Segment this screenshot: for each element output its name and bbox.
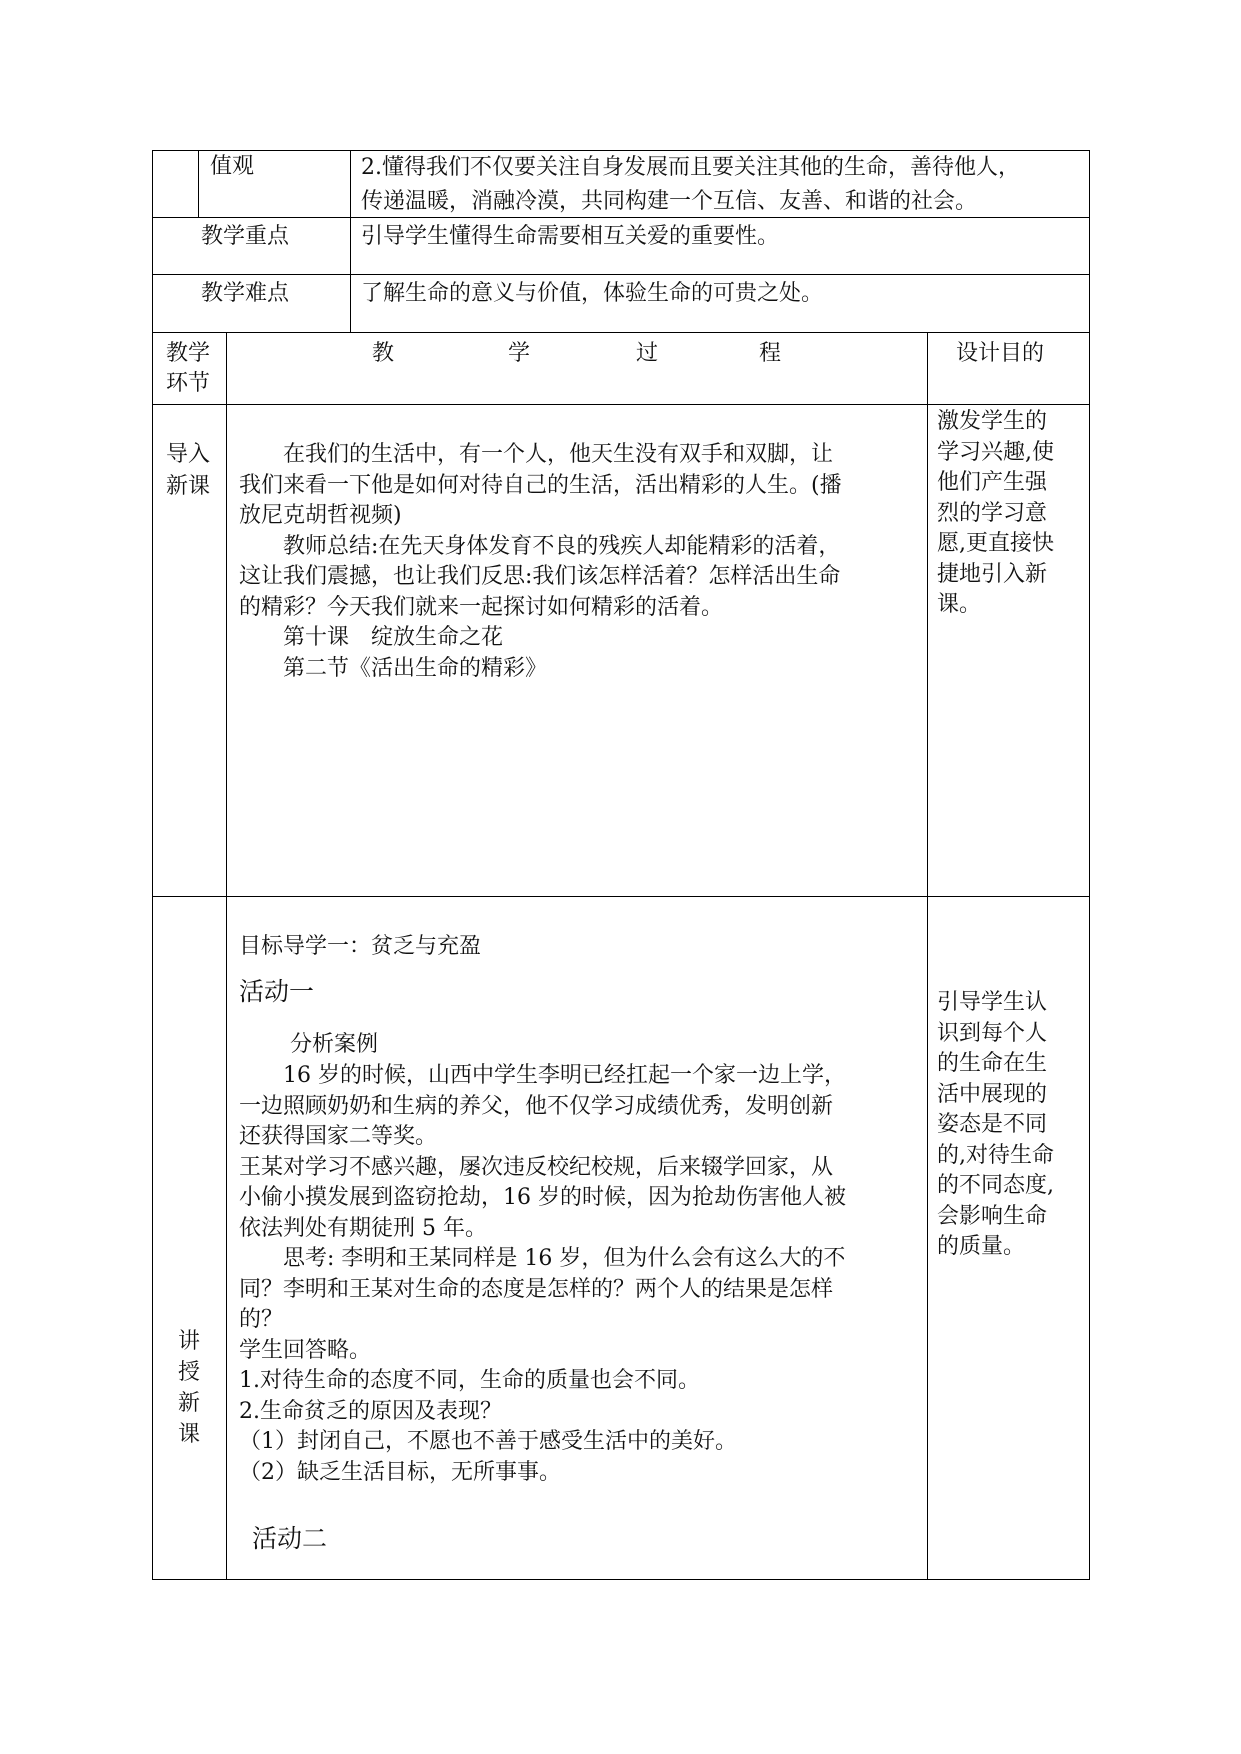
intro-line: 这让我们震撼，也让我们反思:我们该怎样活着？怎样活出生命 [239, 564, 841, 589]
values-label: 值观 [210, 154, 255, 179]
header-process-char: 教 [372, 341, 395, 366]
difficulty-label: 教学难点 [201, 281, 290, 306]
intro-purpose-line: 激发学生的 [937, 409, 1048, 434]
table-border-right [1089, 150, 1090, 1580]
header-section-line-1: 教学 [166, 341, 211, 366]
col-divider-section [226, 332, 227, 1580]
lecture-line: （2）缺乏生活目标，无所事事。 [239, 1459, 561, 1485]
lecture-purpose-line: 活中展现的 [937, 1081, 1048, 1107]
intro-line: 在我们的生活中，有一个人，他天生没有双手和双脚，让 [239, 442, 834, 467]
intro-purpose-line: 愿,更直接快 [937, 531, 1054, 556]
lecture-line: 2.生命贫乏的原因及表现？ [239, 1398, 502, 1424]
intro-line: 放尼克胡哲视频) [239, 503, 402, 528]
header-process-char: 过 [636, 341, 659, 366]
header-section-line-2: 环节 [166, 371, 211, 396]
table-border-top [152, 150, 1089, 151]
case-title: 分析案例 [290, 1032, 379, 1057]
intro-purpose [937, 407, 1054, 621]
lecture-line: 还获得国家二等奖。 [239, 1124, 438, 1149]
intro-line: 教师总结:在先天身体发育不良的残疾人却能精彩的活着， [239, 533, 841, 559]
lecture-purpose-line: 识到每个人 [937, 1020, 1048, 1046]
lecture-line: 学生回答略。 [239, 1337, 372, 1363]
col-divider-purpose [927, 332, 928, 1580]
lecture-line: 依法判处有期徒刑 5 年。 [239, 1215, 487, 1241]
lecture-line: 的？ [239, 1307, 284, 1332]
lecture-purpose-line: 的生命在生 [937, 1051, 1048, 1076]
lecture-purpose [937, 988, 1054, 1263]
lecture-purpose-line: 姿态是不同 [937, 1112, 1048, 1137]
intro-line: 第二节《活出生命的精彩》 [239, 655, 548, 681]
intro-line: 第十课 绽放生命之花 [239, 625, 504, 650]
intro-purpose-line: 烈的学习意 [937, 500, 1048, 526]
intro-purpose-line: 他们产生强 [937, 470, 1048, 495]
lecture-line: 小偷小摸发展到盗窃抢劫，16 岁的时候，因为抢劫伤害他人被 [239, 1185, 846, 1210]
lecture-line: 一边照顾奶奶和生病的养父，他不仅学习成绩优秀，发明创新 [239, 1093, 834, 1119]
key-point-content: 引导学生懂得生命需要相互关爱的重要性。 [361, 224, 780, 249]
intro-line: 的精彩？今天我们就来一起探讨如何精彩的活着。 [239, 594, 724, 620]
table-border-left [152, 150, 153, 1580]
lecture-section-char: 授 [177, 1360, 200, 1385]
lecture-line: 思考: 李明和王某同样是 16 岁，但为什么会有这么大的不 [239, 1246, 846, 1271]
col-divider-label [350, 150, 351, 332]
intro-section-line-2: 新课 [166, 474, 211, 499]
intro-paragraph [239, 440, 842, 684]
lecture-line: 1.对待生命的态度不同，生命的质量也会不同。 [239, 1368, 700, 1393]
lecture-line: （1）封闭自己，不愿也不善于感受生活中的美好。 [239, 1429, 737, 1454]
lecture-purpose-line: 的质量。 [937, 1234, 1026, 1259]
lecture-section-char: 新 [177, 1391, 200, 1416]
lecture-section-char: 讲 [177, 1329, 200, 1354]
intro-section-line-1: 导入 [166, 442, 211, 467]
header-process-char: 学 [508, 341, 531, 366]
key-point-label: 教学重点 [201, 224, 290, 249]
lecture-purpose-line: 会影响生命 [937, 1203, 1048, 1229]
col-divider-inner [198, 150, 199, 217]
header-process-char: 程 [759, 341, 782, 366]
intro-purpose-line: 学习兴趣,使 [937, 439, 1054, 465]
row-divider [152, 896, 1089, 897]
values-content-line-1: 2.懂得我们不仅要关注自身发展而且要关注其他的生命，善待他人， [361, 155, 1020, 180]
lecture-line: 同？李明和王某对生命的态度是怎样的？两个人的结果是怎样 [239, 1276, 834, 1302]
intro-purpose-line: 课。 [937, 592, 982, 617]
row-divider [152, 217, 1089, 218]
lecture-line: 16 岁的时候，山西中学生李明已经扛起一个家一边上学， [239, 1063, 846, 1088]
row-divider [152, 404, 1089, 405]
table-border-bottom [152, 1579, 1089, 1580]
lecture-purpose-line: 的,对待生命 [937, 1142, 1054, 1168]
lecture-purpose-line: 的不同态度, [937, 1173, 1054, 1198]
lecture-section-char: 课 [177, 1422, 200, 1447]
goal-heading: 目标导学一：贫乏与充盈 [239, 934, 482, 959]
activity-one-heading: 活动一 [239, 977, 315, 1006]
lecture-section-label [174, 1326, 204, 1450]
activity-two-heading: 活动二 [252, 1524, 328, 1553]
intro-line: 我们来看一下他是如何对待自己的生活，活出精彩的人生。(播 [239, 472, 842, 498]
row-divider [152, 332, 1089, 333]
difficulty-content: 了解生命的意义与价值，体验生命的可贵之处。 [361, 281, 824, 306]
values-content-line-2: 传递温暖，消融冷漠，共同构建一个互信、友善、和谐的社会。 [361, 189, 978, 214]
header-purpose: 设计目的 [956, 341, 1045, 366]
intro-purpose-line: 捷地引入新 [937, 561, 1048, 587]
lecture-purpose-line: 引导学生认 [937, 990, 1048, 1015]
lecture-paragraph [239, 1061, 846, 1488]
row-divider [152, 274, 1089, 275]
lecture-line: 王某对学习不感兴趣，屡次违反校纪校规，后来辍学回家，从 [239, 1154, 834, 1180]
